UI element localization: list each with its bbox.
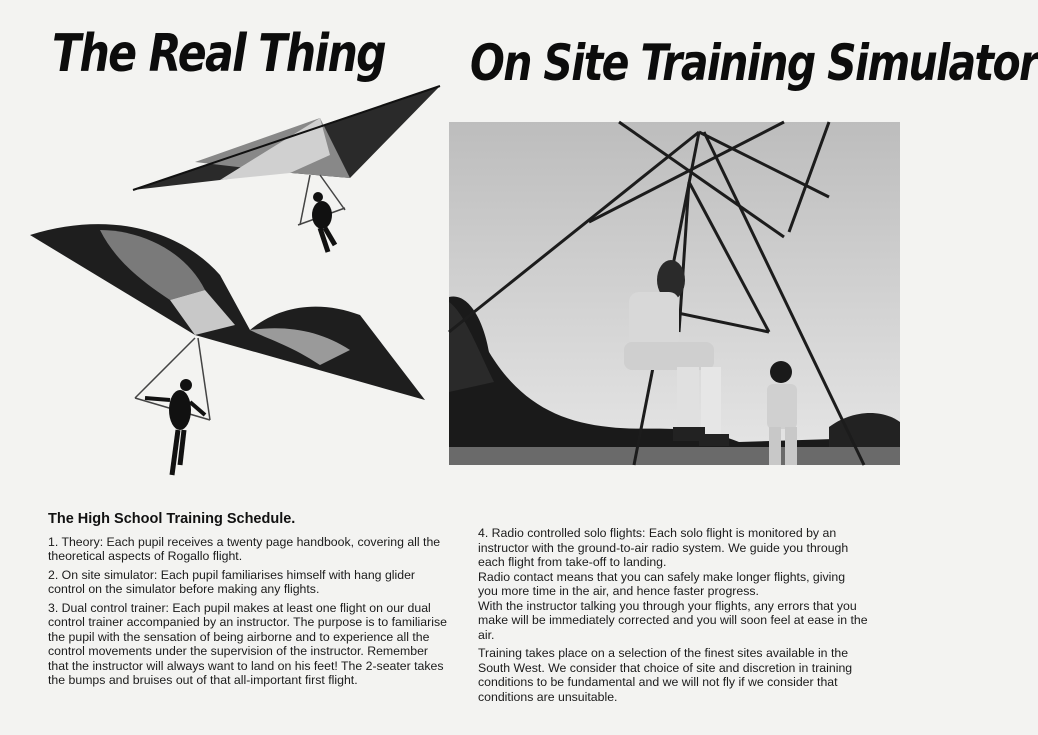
headline-simulator: On Site Training Simulator: [470, 34, 1038, 92]
schedule-item-dual-control: 3. Dual control trainer: Each pupil makes at least one flight on our dual control trainer accompanied by an instructor. The purpose is to familiarise the pupil with the sensation of being airborne and to experience all the control movements under the supervision of the instructor. Remember that the instructor will always want to land on his feet! The 2-seater takes the bumps and bruises out of that all-important first flight.: [48, 600, 447, 687]
schedule-item-theory: 1. Theory: Each pupil receives a twenty page handbook, covering all the theoretical aspects of Rogallo flight.: [48, 534, 441, 563]
headline-the-real-thing: The Real Thing: [52, 24, 386, 84]
training-sites-paragraph: Training takes place on a selection of the finest sites available in the South West. We consider that choice of site and discretion in training conditions to be fundamental and we will not fly if we consider that conditions are unsuitable.: [478, 646, 853, 704]
lower-glider: [30, 224, 425, 475]
schedule-right-column: [478, 526, 868, 708]
radio-contact-paragraph: Radio contact means that you can safely make longer flights, giving you more time in the air, and hence faster progress.: [478, 569, 846, 598]
schedule-left-column: [48, 512, 448, 692]
simulator-photo: [449, 122, 900, 465]
instructor-talk-paragraph: With the instructor talking you through your flights, any errors that you make will be immediately corrected and you will soon feel at ease in the air.: [478, 598, 868, 642]
schedule-item-simulator: 2. On site simulator: Each pupil familiarises himself with hang glider control on the simulator before making any flights.: [48, 567, 416, 596]
upper-glider: [133, 86, 440, 252]
schedule-title: The High School Training Schedule.: [48, 511, 296, 527]
hang-gliders-photo: [20, 80, 450, 495]
schedule-item-radio-solo: 4. Radio controlled solo flights: Each solo flight is monitored by an instructor with the ground-to-air radio system. We guide you through each flight from take-off to landing.: [478, 526, 849, 569]
